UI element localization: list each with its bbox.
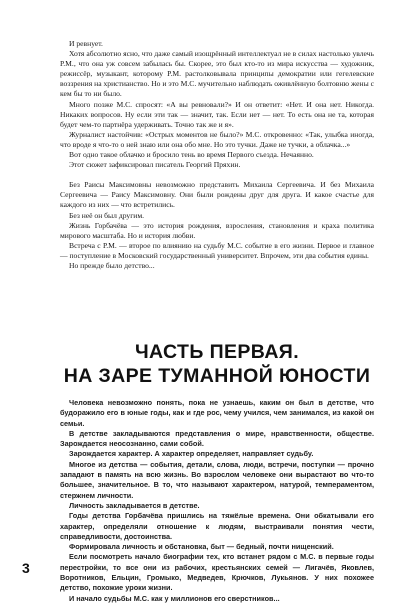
part-heading-line1: ЧАСТЬ ПЕРВАЯ.: [134, 341, 300, 363]
paragraph: Без неё он был другим.: [69, 210, 145, 220]
paragraph: Вот одно такое облачко и бросило тень во время Первого съезда. Нечаянно.: [69, 150, 314, 160]
paragraph: Если посмотреть начало биографии тех, кто встанет рядом с М.С. в первые годы перестройки, то все они из рабочих, крестьянских семей — Лигачёв, Яковлев, Воротников, Ельцин, Громыко, Медведев, Крючков, Лукьянов. У них похожее детство, похожие уроки жизни.: [60, 552, 374, 593]
paragraph: Много позже М.С. спросят: «А вы ревновали?» И он ответит: «Нет. И она нет. Никогда. Никаких вопросов. Ну если эти так — значит, так. Если нет — нет. То есть она не та, которая будет чем-то партнёра удерживать. Точно так же и я».: [60, 99, 374, 129]
paragraph: Журналист настойчив: «Острых моментов не было?» М.С. откровенно: «Так, улыбка иногда, что вроде я что-то о ней знаю или она обо мне. Но это тучки. Даже не тучки, а облачка...»: [60, 129, 374, 149]
paragraph: Многое из детства — события, детали, слова, люди, встречи, поступки — прочно западают в память на всю жизнь. Во взрослом человеке они вырастают во что-то большее, значительное. В то, что называют характером, натурой, темпераментом, стержнем личности.: [60, 459, 374, 500]
part-heading-line2: НА ЗАРЕ ТУМАННОЙ ЮНОСТИ: [63, 365, 371, 387]
paragraph: И начало судьбы М.С. как у миллионов его сверстников...: [69, 593, 280, 603]
paragraph: Хотя абсолютно ясно, что даже самый изощрённый интеллектуал не в силах настолько увлечь Р.М., что она уж совсем забылась бы. Скорее, это был кто-то из мира искусства — художник, режиссёр, музыкант, которому Р.М. растолковывала принципы демократии или гегелевские воззрения на христианство. Но и это М.С. мучительно наблюдать оживлённую болтовню жены с кем бы то ни было.: [60, 49, 374, 99]
intro-text-block: [60, 39, 374, 271]
paragraph: Формировала личность и обстановка, быт — бедный, почти нищенский.: [69, 542, 334, 552]
paragraph: Человека невозможно понять, пока не узнаешь, каким он был в детстве, что будоражило его в юные годы, как и где рос, чему учился, чем занимался, из какой он семьи.: [60, 398, 374, 428]
paragraph: Но прежде было детство...: [69, 260, 155, 270]
paragraph: В детстве закладываются представления о мире, нравственности, обществе. Зарождается неосознанно, сами собой.: [60, 428, 374, 449]
paragraph: Годы детства Горбачёва пришлись на тяжёлые времена. Они обкатывали его характер, определяли отношение к людям, выстраивали понятия чести, справедливости, достоинства.: [60, 511, 374, 541]
paragraph: Этот сюжет зафиксировал писатель Георгий Пряхин.: [69, 160, 241, 170]
part-heading: [60, 340, 374, 388]
paragraph: Зарождается характер. А характер определяет, направляет судьбу.: [69, 449, 314, 459]
paragraph: Жизнь Горбачёва — это история рождения, взросления, становления и краха политика мирового масштаба. Но и история любви.: [60, 220, 374, 240]
page-number: 3: [22, 560, 30, 576]
paragraph: Встреча с Р.М. — второе по влиянию на судьбу М.С. событие в его жизни. Первое и главное — поступление в Московский государственный университет. Впрочем, эти два события едины.: [60, 240, 374, 260]
paragraph: И ревнует.: [69, 39, 103, 48]
paragraph: Без Раисы Максимовны невозможно представить Михаила Сергеевича. И без Михаила Сергеевича — Раису Максимовну. Они были рождены друг для друга. И какое счастье для каждого из них — что встретились.: [60, 180, 374, 210]
part-intro-text-block: [60, 398, 374, 604]
paragraph: Личность закладывается в детстве.: [69, 500, 200, 510]
